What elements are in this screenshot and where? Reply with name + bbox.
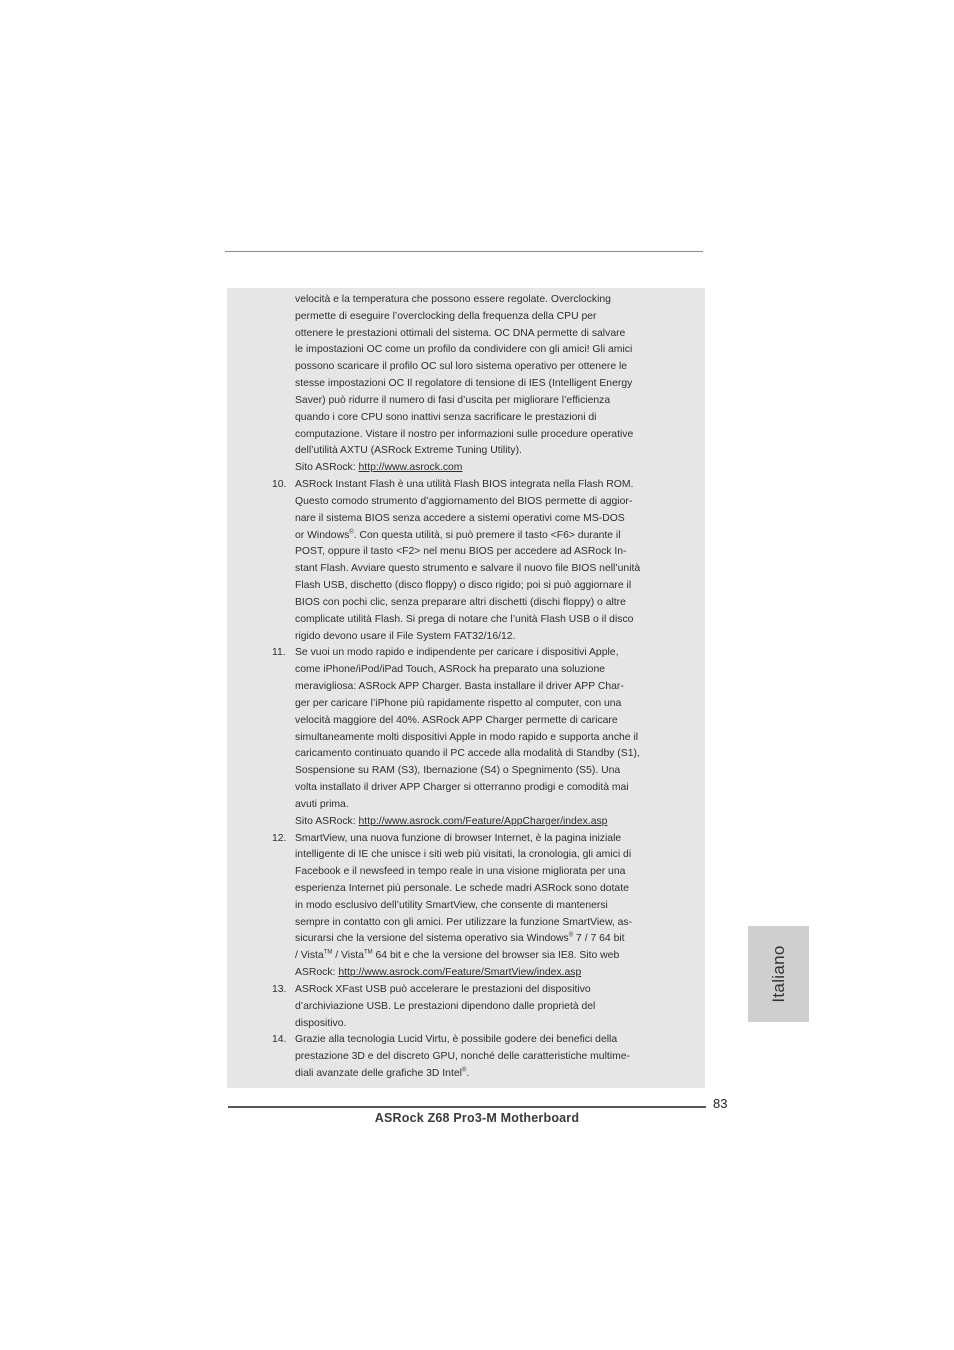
text-line: stesse impostazioni OC Il regolatore di tensione di IES (Intelligent Energy — [295, 378, 633, 390]
text-line: dispositivo. — [295, 1017, 347, 1029]
text-line: in modo esclusivo dell’utility SmartView, che consente di mantenersi — [295, 899, 608, 911]
footer-title: ASRock Z68 Pro3-M Motherboard — [374, 1111, 580, 1125]
text-line: diali avanzate delle grafiche 3D Intel®. — [295, 1067, 470, 1080]
text-line: velocità e la temperatura che possono essere regolate. Overclocking — [295, 294, 611, 305]
text-line: meravigliosa: ASRock APP Charger. Basta installare il driver APP Char- — [295, 681, 624, 693]
text-line: Sito ASRock: http://www.asrock.com/Feature/AppCharger/index.asp — [295, 815, 608, 827]
text-line: or Windows®. Con questa utilità, si può premere il tasto <F6> durante il — [295, 529, 621, 541]
list-item-14: 14. Grazie alla tecnologia Lucid Virtu, è possibile godere dei benefici della — [227, 1032, 705, 1049]
list-item-13: 13. ASRock XFast USB può accelerare le prestazioni del dispositivo — [227, 982, 705, 999]
text-line: complicate utilità Flash. Si prega di notare che l’unità Flash USB o il disco — [295, 613, 634, 625]
list-item-10: 10. ASRock Instant Flash è una utilità Flash BIOS integrata nella Flash ROM. — [227, 477, 705, 494]
text-line: ottenere le prestazioni ottimali del sistema. OC DNA permette di salvare — [295, 327, 626, 339]
content-panel — [227, 288, 705, 1088]
text-line: Facebook e il newsfeed in tempo reale in una visione migliorata per una — [295, 866, 626, 878]
text-line: BIOS con pochi clic, senza preparare altri dischetti (dischi floppy) o altre — [295, 596, 626, 608]
text-line: esperienza Internet più personale. Le schede madri ASRock sono dotate — [295, 882, 629, 894]
text-line: Questo comodo strumento d’aggiornamento del BIOS permette di aggior- — [295, 495, 633, 507]
text-line: quando i core CPU sono inattivi senza sacrificare le prestazioni di — [295, 411, 597, 423]
item-number: 12. — [272, 832, 287, 844]
text-line: caricamento continuato quando il PC accede alla modalità di Standby (S1), — [295, 748, 640, 760]
text-line: POST, oppure il tasto <F2> nel menu BIOS per accedere ad ASRock In- — [295, 546, 627, 558]
header-rule — [225, 251, 703, 252]
item-number: 13. — [272, 983, 287, 995]
text-line: permette di eseguire l’overclocking della frequenza della CPU per — [295, 310, 597, 322]
text-line: Sospensione su RAM (S3), Ibernazione (S4) o Spegnimento (S5). Una — [295, 765, 621, 777]
appcharger-link[interactable]: http://www.asrock.com/Feature/AppCharger/index.asp — [358, 815, 608, 827]
list-item-11: 11. Se vuoi un modo rapido e indipendente per caricare i dispositivi Apple, — [227, 645, 705, 662]
text-line: dell’utilità AXTU (ASRock Extreme Tuning Utility). — [295, 445, 522, 457]
text-line: rigido devono usare il File System FAT32/16/12. — [295, 630, 516, 642]
text-line: / Vista™ / Vista™ 64 bit e che la versione del browser sia IE8. Sito web — [295, 949, 620, 962]
text-line: intelligente di IE che unisce i siti web più visitati, la cronologia, gli amici di — [295, 849, 632, 861]
text-line: sempre in contatto con gli amici. Per utilizzare la funzione SmartView, as- — [295, 916, 633, 928]
language-label: Italiano — [768, 945, 788, 1003]
list-item-12: 12. SmartView, una nuova funzione di browser Internet, è la pagina iniziale — [227, 831, 705, 848]
text-line: computazione. Vistare il nostro per informazioni sulle procedure operative — [295, 428, 634, 440]
text-line: come iPhone/iPod/iPad Touch, ASRock ha preparato una soluzione — [295, 664, 605, 676]
text-line: Flash USB, dischetto (disco floppy) o disco rigido; poi si può aggiornare il — [295, 580, 632, 592]
text-line: prestazione 3D e del discreto GPU, nonché delle caratteristiche multime- — [295, 1051, 630, 1063]
smartview-link[interactable]: http://www.asrock.com/Feature/SmartView/index.asp — [338, 967, 582, 979]
text-line: ger per caricare l’iPhone più rapidamente rispetto al computer, con una — [295, 697, 622, 709]
text-line: volta installato il driver APP Charger si otterranno prodigi e comodità mai — [295, 782, 629, 794]
text-line: nare il sistema BIOS senza accedere a sistemi operativi come MS-DOS — [295, 512, 625, 524]
text-line: d’archiviazione USB. Le prestazioni dipendono dalle proprietà del — [295, 1000, 596, 1012]
text-line: Saver) può ridurre il numero di fasi d’uscita per migliorare l’efficienza — [295, 394, 611, 406]
item-number: 11. — [272, 647, 286, 659]
language-tab — [748, 926, 809, 1022]
page-number: 83 — [713, 1096, 728, 1111]
item-number: 14. — [272, 1034, 287, 1046]
text-line: ASRock: http://www.asrock.com/Feature/SmartView/index.asp — [295, 967, 582, 979]
text-line: possono scaricare il profilo OC sul loro sistema operativo per ottenere le — [295, 361, 628, 373]
asrock-link[interactable]: http://www.asrock.com — [358, 462, 463, 474]
text-line: avuti prima. — [295, 798, 349, 810]
text-line: Sito ASRock: http://www.asrock.com — [295, 462, 463, 474]
footer-rule — [228, 1106, 706, 1108]
item-number: 10. — [272, 479, 287, 491]
text-line: simultaneamente molti dispositivi Apple in modo rapido e supporta anche il — [295, 731, 639, 743]
text-line: sicurarsi che la versione del sistema operativo sia Windows® 7 / 7 64 bit — [295, 933, 625, 945]
text-line: velocità maggiore del 40%. ASRock APP Charger permette di caricare — [295, 714, 618, 726]
text-line: stant Flash. Avviare questo strumento e salvare il nuovo file BIOS nell’unità — [295, 563, 641, 575]
text-line: le impostazioni OC come un profilo da condividere con gli amici! Gli amici — [295, 344, 633, 356]
